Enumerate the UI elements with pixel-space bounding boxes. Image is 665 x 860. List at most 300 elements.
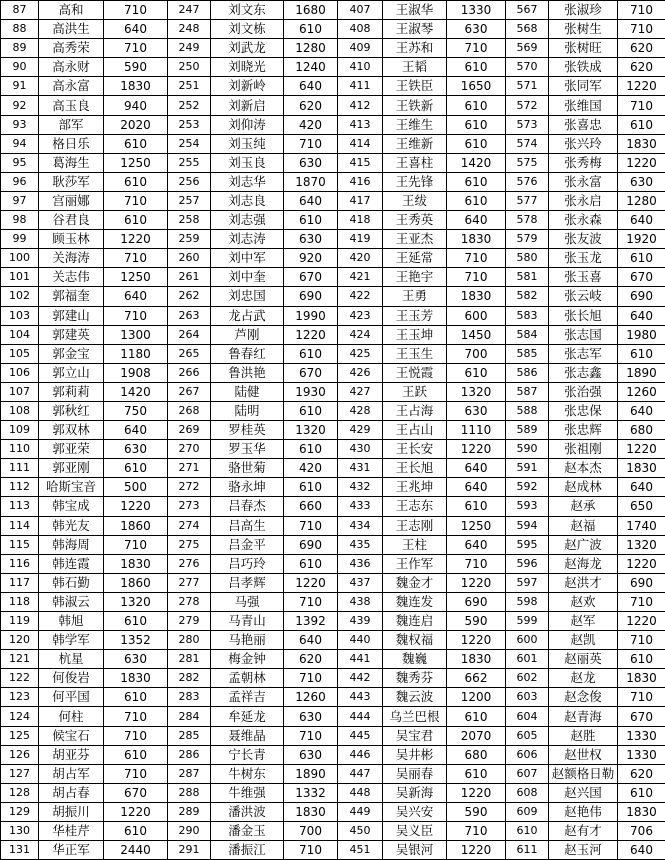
amount-cell: 1860 bbox=[104, 516, 168, 535]
row-number-cell: 283 bbox=[168, 688, 211, 707]
person-name-cell: 关志伟 bbox=[39, 268, 104, 287]
amount-cell: 1220 bbox=[104, 802, 168, 821]
person-name-cell: 华正军 bbox=[39, 841, 104, 860]
person-name-cell: 赵广波 bbox=[549, 535, 618, 554]
row-number-cell: 414 bbox=[338, 134, 383, 153]
amount-cell: 600 bbox=[447, 306, 506, 325]
row-number-cell: 588 bbox=[506, 401, 549, 420]
row-number-cell: 267 bbox=[168, 382, 211, 401]
row-number-cell: 272 bbox=[168, 478, 211, 497]
person-name-cell: 王艳宇 bbox=[383, 268, 447, 287]
person-name-cell: 张祖刚 bbox=[549, 440, 618, 459]
person-name-cell: 张永森 bbox=[549, 211, 618, 230]
person-name-cell: 吕春杰 bbox=[211, 497, 284, 516]
row-number-cell: 439 bbox=[338, 612, 383, 631]
amount-cell: 610 bbox=[284, 20, 338, 39]
amount-cell: 620 bbox=[284, 96, 338, 115]
amount-cell: 700 bbox=[284, 822, 338, 841]
person-name-cell: 部军 bbox=[39, 115, 104, 134]
person-name-cell: 张忠保 bbox=[549, 401, 618, 420]
row-number-cell: 586 bbox=[506, 363, 549, 382]
person-name-cell: 高永富 bbox=[39, 77, 104, 96]
amount-cell: 610 bbox=[447, 764, 506, 783]
amount-cell: 610 bbox=[447, 96, 506, 115]
person-name-cell: 杭星 bbox=[39, 650, 104, 669]
person-name-cell: 王苏和 bbox=[383, 39, 447, 58]
person-name-cell: 张志鑫 bbox=[549, 363, 618, 382]
row-number-cell: 568 bbox=[506, 20, 549, 39]
amount-cell: 1280 bbox=[284, 39, 338, 58]
row-number-cell: 417 bbox=[338, 191, 383, 210]
amount-cell: 660 bbox=[284, 497, 338, 516]
row-number-cell: 450 bbox=[338, 822, 383, 841]
amount-cell: 710 bbox=[284, 669, 338, 688]
person-name-cell: 张永启 bbox=[549, 191, 618, 210]
amount-cell: 670 bbox=[618, 707, 665, 726]
person-name-cell: 胡振川 bbox=[39, 802, 104, 821]
person-name-cell: 刘文栋 bbox=[211, 20, 284, 39]
table-row bbox=[1, 516, 665, 535]
row-number-cell: 117 bbox=[1, 573, 39, 592]
person-name-cell: 王铁臣 bbox=[383, 77, 447, 96]
amount-cell: 630 bbox=[447, 401, 506, 420]
row-number-cell: 432 bbox=[338, 478, 383, 497]
person-name-cell: 赵福 bbox=[549, 516, 618, 535]
amount-cell: 690 bbox=[447, 592, 506, 611]
amount-cell: 640 bbox=[104, 287, 168, 306]
person-name-cell: 赵兴国 bbox=[549, 783, 618, 802]
person-name-cell: 候宝石 bbox=[39, 726, 104, 745]
amount-cell: 1830 bbox=[447, 287, 506, 306]
amount-cell: 1392 bbox=[284, 612, 338, 631]
amount-cell: 1330 bbox=[447, 1, 506, 20]
row-number-cell: 441 bbox=[338, 650, 383, 669]
person-name-cell: 王长旭 bbox=[383, 459, 447, 478]
amount-cell: 610 bbox=[447, 497, 506, 516]
amount-cell: 710 bbox=[618, 96, 665, 115]
row-number-cell: 128 bbox=[1, 783, 39, 802]
row-number-cell: 584 bbox=[506, 325, 549, 344]
person-name-cell: 赵成林 bbox=[549, 478, 618, 497]
amount-cell: 670 bbox=[284, 363, 338, 382]
person-name-cell: 赵海龙 bbox=[549, 554, 618, 573]
row-number-cell: 420 bbox=[338, 249, 383, 268]
row-number-cell: 265 bbox=[168, 344, 211, 363]
row-number-cell: 90 bbox=[1, 58, 39, 77]
amount-cell: 640 bbox=[104, 421, 168, 440]
row-number-cell: 129 bbox=[1, 802, 39, 821]
amount-cell: 620 bbox=[618, 39, 665, 58]
amount-cell: 630 bbox=[284, 153, 338, 172]
person-name-cell: 赵丽英 bbox=[549, 650, 618, 669]
row-number-cell: 289 bbox=[168, 802, 211, 821]
amount-cell: 630 bbox=[284, 707, 338, 726]
person-name-cell: 芦刚 bbox=[211, 325, 284, 344]
person-name-cell: 牛树东 bbox=[211, 764, 284, 783]
table-row bbox=[1, 230, 665, 249]
row-number-cell: 443 bbox=[338, 688, 383, 707]
amount-cell: 920 bbox=[284, 249, 338, 268]
row-number-cell: 282 bbox=[168, 669, 211, 688]
row-number-cell: 581 bbox=[506, 268, 549, 287]
row-number-cell: 576 bbox=[506, 172, 549, 191]
person-name-cell: 王作军 bbox=[383, 554, 447, 573]
person-name-cell: 何平国 bbox=[39, 688, 104, 707]
amount-cell: 706 bbox=[618, 822, 665, 841]
amount-cell: 1250 bbox=[104, 153, 168, 172]
row-number-cell: 271 bbox=[168, 459, 211, 478]
row-number-cell: 606 bbox=[506, 745, 549, 764]
table-row bbox=[1, 707, 665, 726]
amount-cell: 1650 bbox=[447, 77, 506, 96]
person-name-cell: 郭亚荣 bbox=[39, 440, 104, 459]
amount-cell: 640 bbox=[284, 631, 338, 650]
amount-cell: 710 bbox=[447, 554, 506, 573]
person-name-cell: 王淑琴 bbox=[383, 20, 447, 39]
row-number-cell: 273 bbox=[168, 497, 211, 516]
row-number-cell: 261 bbox=[168, 268, 211, 287]
amount-cell: 1220 bbox=[104, 497, 168, 516]
person-name-cell: 刘晓光 bbox=[211, 58, 284, 77]
table-row bbox=[1, 191, 665, 210]
person-name-cell: 王跃 bbox=[383, 382, 447, 401]
person-name-cell: 王占山 bbox=[383, 421, 447, 440]
table-row bbox=[1, 211, 665, 230]
person-name-cell: 刘忠国 bbox=[211, 287, 284, 306]
table-row bbox=[1, 440, 665, 459]
row-number-cell: 107 bbox=[1, 382, 39, 401]
person-name-cell: 张树生 bbox=[549, 20, 618, 39]
person-name-cell: 赵欢 bbox=[549, 592, 618, 611]
amount-cell: 630 bbox=[618, 172, 665, 191]
amount-cell: 1420 bbox=[104, 382, 168, 401]
table-row bbox=[1, 478, 665, 497]
row-number-cell: 89 bbox=[1, 39, 39, 58]
row-number-cell: 131 bbox=[1, 841, 39, 860]
row-number-cell: 253 bbox=[168, 115, 211, 134]
row-number-cell: 424 bbox=[338, 325, 383, 344]
amount-cell: 710 bbox=[618, 631, 665, 650]
table-row bbox=[1, 344, 665, 363]
row-number-cell: 409 bbox=[338, 39, 383, 58]
row-number-cell: 110 bbox=[1, 440, 39, 459]
amount-cell: 710 bbox=[104, 249, 168, 268]
table-row bbox=[1, 401, 665, 420]
person-name-cell: 郭双林 bbox=[39, 421, 104, 440]
amount-cell: 610 bbox=[284, 478, 338, 497]
person-name-cell: 王玉芳 bbox=[383, 306, 447, 325]
person-name-cell: 魏巍 bbox=[383, 650, 447, 669]
person-name-cell: 张淑珍 bbox=[549, 1, 618, 20]
amount-cell: 1830 bbox=[104, 77, 168, 96]
amount-cell: 1908 bbox=[104, 363, 168, 382]
amount-cell: 610 bbox=[284, 401, 338, 420]
row-number-cell: 600 bbox=[506, 631, 549, 650]
person-name-cell: 赵军 bbox=[549, 612, 618, 631]
row-number-cell: 100 bbox=[1, 249, 39, 268]
amount-cell: 610 bbox=[104, 688, 168, 707]
amount-cell: 1220 bbox=[618, 440, 665, 459]
person-name-cell: 王淑华 bbox=[383, 1, 447, 20]
row-number-cell: 574 bbox=[506, 134, 549, 153]
amount-cell: 1180 bbox=[104, 344, 168, 363]
person-name-cell: 张永富 bbox=[549, 172, 618, 191]
row-number-cell: 102 bbox=[1, 287, 39, 306]
person-name-cell: 张志国 bbox=[549, 325, 618, 344]
row-number-cell: 421 bbox=[338, 268, 383, 287]
table-row bbox=[1, 172, 665, 191]
person-name-cell: 王维新 bbox=[383, 134, 447, 153]
person-name-cell: 吴义臣 bbox=[383, 822, 447, 841]
person-name-cell: 张治强 bbox=[549, 382, 618, 401]
row-number-cell: 248 bbox=[168, 20, 211, 39]
row-number-cell: 98 bbox=[1, 211, 39, 230]
amount-cell: 640 bbox=[618, 211, 665, 230]
person-name-cell: 赵本杰 bbox=[549, 459, 618, 478]
amount-cell: 630 bbox=[284, 230, 338, 249]
table-row bbox=[1, 1, 665, 20]
row-number-cell: 247 bbox=[168, 1, 211, 20]
row-number-cell: 601 bbox=[506, 650, 549, 669]
row-number-cell: 281 bbox=[168, 650, 211, 669]
amount-cell: 640 bbox=[447, 535, 506, 554]
table-row bbox=[1, 363, 665, 382]
amount-cell: 1320 bbox=[104, 592, 168, 611]
person-name-cell: 谷君良 bbox=[39, 211, 104, 230]
person-name-cell: 张兴玲 bbox=[549, 134, 618, 153]
table-row bbox=[1, 20, 665, 39]
row-number-cell: 604 bbox=[506, 707, 549, 726]
amount-cell: 1332 bbox=[284, 783, 338, 802]
amount-cell: 1890 bbox=[284, 764, 338, 783]
person-name-cell: 魏连发 bbox=[383, 592, 447, 611]
amount-cell: 610 bbox=[447, 363, 506, 382]
table-row bbox=[1, 249, 665, 268]
row-number-cell: 103 bbox=[1, 306, 39, 325]
row-number-cell: 602 bbox=[506, 669, 549, 688]
person-name-cell: 韩淑云 bbox=[39, 592, 104, 611]
person-name-cell: 刘仰涛 bbox=[211, 115, 284, 134]
row-number-cell: 580 bbox=[506, 249, 549, 268]
amount-cell: 640 bbox=[447, 211, 506, 230]
person-name-cell: 王志东 bbox=[383, 497, 447, 516]
row-number-cell: 95 bbox=[1, 153, 39, 172]
person-name-cell: 张云岐 bbox=[549, 287, 618, 306]
row-number-cell: 276 bbox=[168, 554, 211, 573]
row-number-cell: 427 bbox=[338, 382, 383, 401]
table-row bbox=[1, 592, 665, 611]
amount-cell: 710 bbox=[618, 688, 665, 707]
table-row bbox=[1, 115, 665, 134]
amount-cell: 1220 bbox=[618, 612, 665, 631]
person-name-cell: 吕高生 bbox=[211, 516, 284, 535]
person-name-cell: 张志军 bbox=[549, 344, 618, 363]
person-name-cell: 胡占军 bbox=[39, 764, 104, 783]
person-name-cell: 赵念俊 bbox=[549, 688, 618, 707]
table-row bbox=[1, 841, 665, 860]
row-number-cell: 252 bbox=[168, 96, 211, 115]
table-row bbox=[1, 745, 665, 764]
amount-cell: 690 bbox=[284, 535, 338, 554]
amount-cell: 610 bbox=[447, 134, 506, 153]
person-name-cell: 鲁春红 bbox=[211, 344, 284, 363]
table-row bbox=[1, 726, 665, 745]
row-number-cell: 264 bbox=[168, 325, 211, 344]
person-name-cell: 王维生 bbox=[383, 115, 447, 134]
person-name-cell: 郭建山 bbox=[39, 306, 104, 325]
person-name-cell: 王勇 bbox=[383, 287, 447, 306]
person-name-cell: 格日乐 bbox=[39, 134, 104, 153]
person-name-cell: 张喜忠 bbox=[549, 115, 618, 134]
row-number-cell: 104 bbox=[1, 325, 39, 344]
row-number-cell: 123 bbox=[1, 688, 39, 707]
amount-cell: 610 bbox=[447, 115, 506, 134]
row-number-cell: 423 bbox=[338, 306, 383, 325]
row-number-cell: 109 bbox=[1, 421, 39, 440]
person-name-cell: 张维国 bbox=[549, 96, 618, 115]
amount-cell: 710 bbox=[104, 191, 168, 210]
amount-cell: 1980 bbox=[618, 325, 665, 344]
row-number-cell: 598 bbox=[506, 592, 549, 611]
amount-cell: 710 bbox=[104, 764, 168, 783]
amount-cell: 700 bbox=[447, 344, 506, 363]
amount-cell: 610 bbox=[104, 134, 168, 153]
row-number-cell: 270 bbox=[168, 440, 211, 459]
person-name-cell: 赵世权 bbox=[549, 745, 618, 764]
amount-cell: 2440 bbox=[104, 841, 168, 860]
amount-cell: 620 bbox=[284, 650, 338, 669]
amount-cell: 710 bbox=[447, 268, 506, 287]
person-name-cell: 刘文东 bbox=[211, 1, 284, 20]
row-number-cell: 106 bbox=[1, 363, 39, 382]
person-name-cell: 郭建英 bbox=[39, 325, 104, 344]
person-name-cell: 赵艳伟 bbox=[549, 802, 618, 821]
person-name-cell: 关海涛 bbox=[39, 249, 104, 268]
person-name-cell: 吴新海 bbox=[383, 783, 447, 802]
person-name-cell: 马强 bbox=[211, 592, 284, 611]
table-row bbox=[1, 669, 665, 688]
amount-cell: 610 bbox=[618, 783, 665, 802]
person-name-cell: 吴丽春 bbox=[383, 764, 447, 783]
person-name-cell: 吴银河 bbox=[383, 841, 447, 860]
table-row bbox=[1, 688, 665, 707]
amount-cell: 1220 bbox=[104, 230, 168, 249]
row-number-cell: 435 bbox=[338, 535, 383, 554]
row-number-cell: 429 bbox=[338, 421, 383, 440]
amount-cell: 940 bbox=[104, 96, 168, 115]
row-number-cell: 268 bbox=[168, 401, 211, 420]
table-row bbox=[1, 822, 665, 841]
amount-cell: 710 bbox=[447, 249, 506, 268]
amount-cell: 610 bbox=[104, 822, 168, 841]
row-number-cell: 130 bbox=[1, 822, 39, 841]
person-name-cell: 赵承 bbox=[549, 497, 618, 516]
person-name-cell: 赵玉河 bbox=[549, 841, 618, 860]
row-number-cell: 589 bbox=[506, 421, 549, 440]
amount-cell: 500 bbox=[104, 478, 168, 497]
row-number-cell: 290 bbox=[168, 822, 211, 841]
amount-cell: 610 bbox=[104, 211, 168, 230]
row-number-cell: 440 bbox=[338, 631, 383, 650]
amount-cell: 670 bbox=[104, 783, 168, 802]
row-number-cell: 407 bbox=[338, 1, 383, 20]
row-number-cell: 444 bbox=[338, 707, 383, 726]
person-name-cell: 刘志涛 bbox=[211, 230, 284, 249]
person-name-cell: 陆健 bbox=[211, 382, 284, 401]
row-number-cell: 570 bbox=[506, 58, 549, 77]
amount-cell: 1352 bbox=[104, 631, 168, 650]
amount-cell: 1830 bbox=[618, 802, 665, 821]
row-number-cell: 257 bbox=[168, 191, 211, 210]
person-name-cell: 郭莉莉 bbox=[39, 382, 104, 401]
person-name-cell: 罗桂英 bbox=[211, 421, 284, 440]
table-row bbox=[1, 39, 665, 58]
amount-cell: 1830 bbox=[618, 134, 665, 153]
amount-cell: 1220 bbox=[618, 77, 665, 96]
person-name-cell: 赵胜 bbox=[549, 726, 618, 745]
person-name-cell: 刘志华 bbox=[211, 172, 284, 191]
person-name-cell: 赵有才 bbox=[549, 822, 618, 841]
table-row bbox=[1, 783, 665, 802]
amount-cell: 710 bbox=[104, 39, 168, 58]
amount-cell: 590 bbox=[447, 612, 506, 631]
person-name-cell: 刘新启 bbox=[211, 96, 284, 115]
row-number-cell: 279 bbox=[168, 612, 211, 631]
amount-cell: 710 bbox=[618, 592, 665, 611]
row-number-cell: 260 bbox=[168, 249, 211, 268]
amount-cell: 1300 bbox=[104, 325, 168, 344]
person-name-cell: 王韬 bbox=[383, 58, 447, 77]
amount-cell: 610 bbox=[284, 440, 338, 459]
row-number-cell: 251 bbox=[168, 77, 211, 96]
amount-cell: 640 bbox=[447, 459, 506, 478]
person-name-cell: 宫丽娜 bbox=[39, 191, 104, 210]
amount-cell: 1930 bbox=[284, 382, 338, 401]
row-number-cell: 250 bbox=[168, 58, 211, 77]
row-number-cell: 113 bbox=[1, 497, 39, 516]
amount-cell: 610 bbox=[284, 344, 338, 363]
person-name-cell: 孟祥吉 bbox=[211, 688, 284, 707]
amount-cell: 610 bbox=[618, 650, 665, 669]
row-number-cell: 94 bbox=[1, 134, 39, 153]
amount-cell: 1280 bbox=[618, 191, 665, 210]
amount-cell: 670 bbox=[284, 268, 338, 287]
amount-cell: 620 bbox=[618, 58, 665, 77]
person-name-cell: 鲁洪艳 bbox=[211, 363, 284, 382]
row-number-cell: 291 bbox=[168, 841, 211, 860]
amount-cell: 610 bbox=[104, 172, 168, 191]
person-name-cell: 罗玉华 bbox=[211, 440, 284, 459]
table-row bbox=[1, 325, 665, 344]
row-number-cell: 569 bbox=[506, 39, 549, 58]
row-number-cell: 118 bbox=[1, 592, 39, 611]
row-number-cell: 126 bbox=[1, 745, 39, 764]
amount-cell: 1220 bbox=[447, 783, 506, 802]
amount-cell: 1830 bbox=[447, 230, 506, 249]
row-number-cell: 93 bbox=[1, 115, 39, 134]
amount-cell: 690 bbox=[284, 287, 338, 306]
amount-cell: 610 bbox=[104, 459, 168, 478]
table-row bbox=[1, 153, 665, 172]
amount-cell: 1240 bbox=[284, 58, 338, 77]
person-name-cell: 吴井彬 bbox=[383, 745, 447, 764]
person-name-cell: 葛海生 bbox=[39, 153, 104, 172]
person-name-cell: 高玉良 bbox=[39, 96, 104, 115]
amount-cell: 610 bbox=[618, 115, 665, 134]
table-row bbox=[1, 58, 665, 77]
row-number-cell: 577 bbox=[506, 191, 549, 210]
row-number-cell: 419 bbox=[338, 230, 383, 249]
